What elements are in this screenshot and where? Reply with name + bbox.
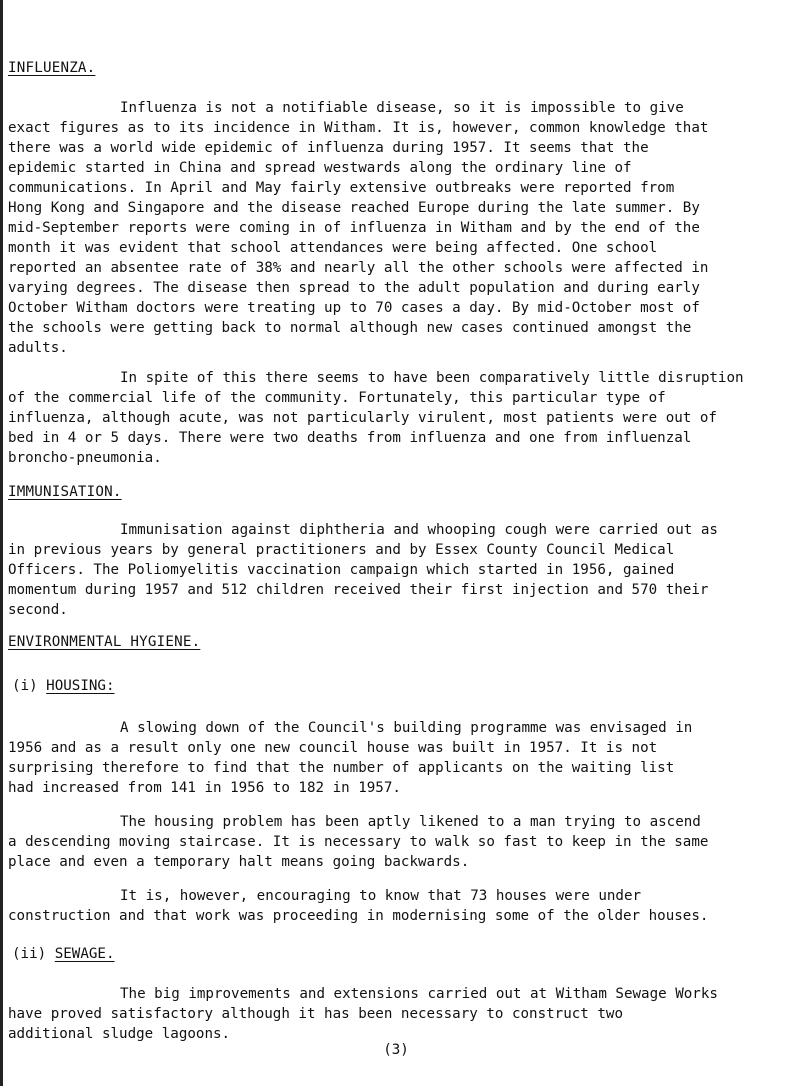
text-line: the schools were getting back to normal although new cases continued amongst the [8,320,692,336]
text-line: Officers. The Poliomyelitis vaccination campaign which started in 1956, gained [8,562,675,578]
influenza-paragraph-2 [8,368,798,468]
influenza-paragraph-1 [8,98,798,358]
text-line: communications. In April and May fairly extensive outbreaks were reported from [8,180,675,196]
text-line: had increased from 141 in 1956 to 182 in 1957. [8,780,401,796]
text-line: influenza, although acute, was not particularly virulent, most patients were out of [8,410,717,426]
environmental-hygiene-heading: ENVIRONMENTAL HYGIENE. [8,634,201,650]
text-line: a descending moving staircase. It is necessary to walk so fast to keep in the same [8,834,709,850]
page-edge-rule [0,0,3,1086]
text-line: Influenza is not a notifiable disease, so it is impossible to give [120,100,684,116]
immunisation-paragraph [8,520,798,620]
text-line: It is, however, encouraging to know that 73 houses were under [120,888,642,904]
housing-title: HOUSING: [46,678,115,694]
text-line: place and even a temporary halt means going backwards. [8,854,470,870]
text-line: month it was evident that school attendances were being affected. One school [8,240,658,256]
housing-paragraph-3 [8,886,798,926]
text-line: epidemic started in China and spread westwards along the ordinary line of [8,160,632,176]
text-line: mid-September reports were coming in of influenza in Witham and by the end of the [8,220,700,236]
text-line: there was a world wide epidemic of influenza during 1957. It seems that the [8,140,649,156]
text-line: of the commercial life of the community. Fortunately, this particular type of [8,390,666,406]
housing-paragraph-2 [8,812,798,872]
influenza-heading: INFLUENZA. [8,60,96,76]
text-line: surprising therefore to find that the number of applicants on the waiting list [8,760,675,776]
text-line: adults. [8,340,68,356]
text-line: broncho-pneumonia. [8,450,162,466]
text-line: have proved satisfactory although it has been necessary to construct two [8,1006,623,1022]
text-line: varying degrees. The disease then spread to the adult population and during early [8,280,700,296]
text-line: momentum during 1957 and 512 children received their first injection and 570 their [8,582,709,598]
sewage-title: SEWAGE. [54,946,115,962]
text-line: bed in 4 or 5 days. There were two deaths from influenza and one from influenzal [8,430,692,446]
immunisation-heading: IMMUNISATION. [8,484,122,500]
text-line: second. [8,602,68,618]
text-line: A slowing down of the Council's building programme was envisaged in [120,720,693,736]
text-line: The big improvements and extensions carried out at Witham Sewage Works [120,986,718,1002]
text-line: October Witham doctors were treating up to 70 cases a day. By mid-October most of [8,300,700,316]
text-line: in previous years by general practitioners and by Essex County Council Medical [8,542,675,558]
text-line: additional sludge lagoons. [8,1026,231,1042]
text-line: The housing problem has been aptly likened to a man trying to ascend [120,814,701,830]
text-line: construction and that work was proceeding in modernising some of the older houses. [8,908,709,924]
text-line: 1956 and as a result only one new council house was built in 1957. It is not [8,740,658,756]
sewage-subheading [12,944,115,964]
housing-paragraph-1 [8,718,798,798]
sewage-paragraph [8,984,798,1044]
text-line: reported an absentee rate of 38% and nearly all the other schools were affected in [8,260,709,276]
sewage-number: (ii) [12,946,47,962]
housing-subheading [12,676,115,696]
text-line: exact figures as to its incidence in Witham. It is, however, common knowledge that [8,120,709,136]
page-number: (3) [383,1042,409,1058]
text-line: Immunisation against diphtheria and whooping cough were carried out as [120,522,718,538]
text-line: Hong Kong and Singapore and the disease reached Europe during the late summer. By [8,200,700,216]
text-line: In spite of this there seems to have been comparatively little disruption [120,370,744,386]
housing-number: (i) [12,678,38,694]
